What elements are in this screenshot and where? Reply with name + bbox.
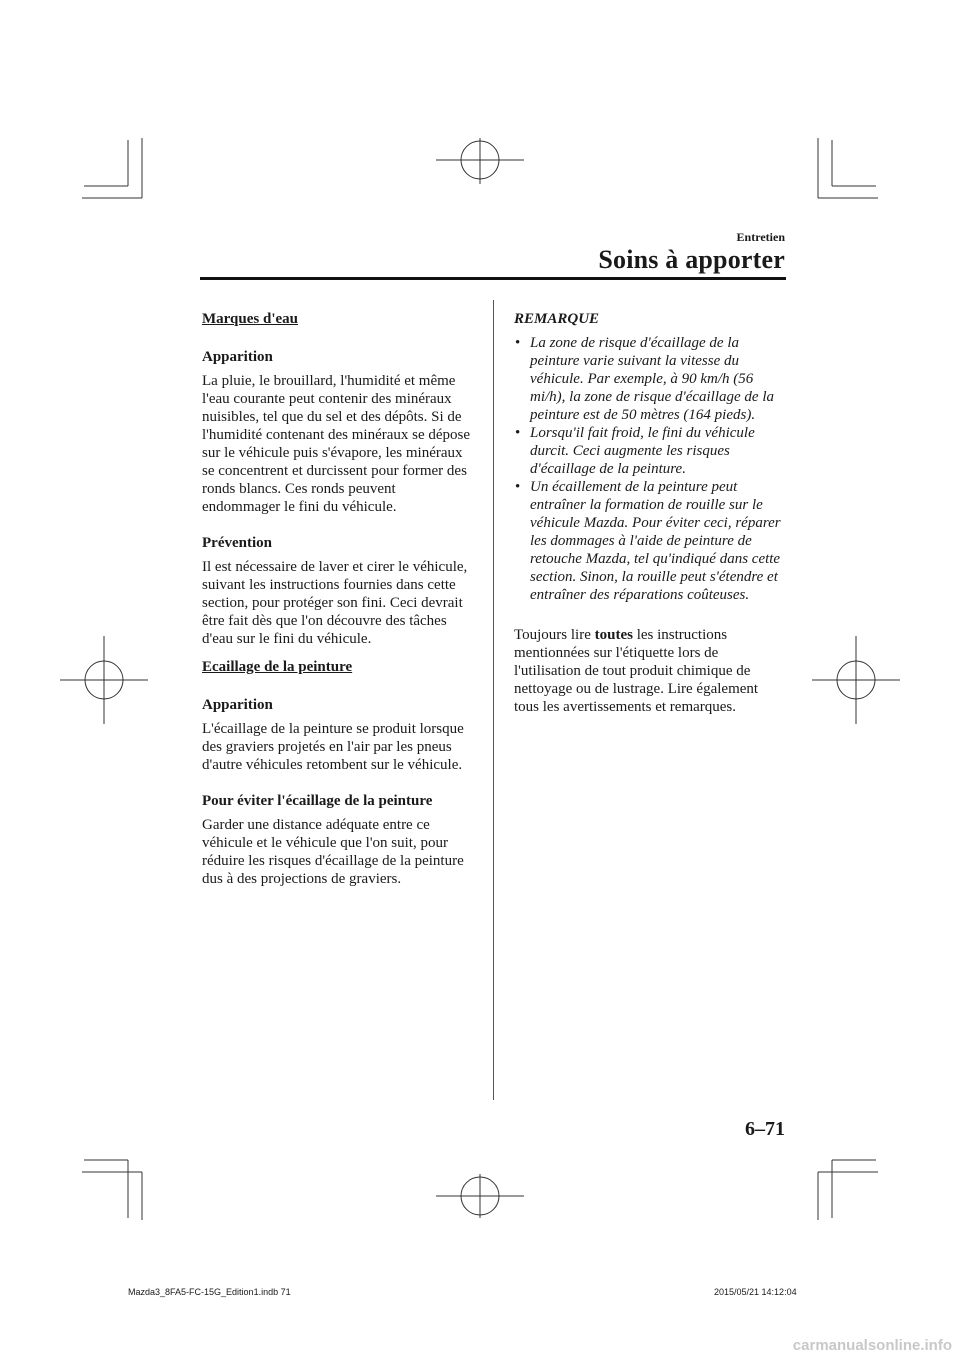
right-column: [514, 310, 784, 734]
note-list: [514, 334, 784, 604]
subtitle-water-marks-appearance: Apparition: [202, 349, 273, 365]
column-divider: [493, 300, 494, 1100]
final-instructions: [514, 626, 784, 716]
water-marks-prevention-text: Il est nécessaire de laver et cirer le véhicule, suivant les instructions fournies dans cette section, pour protéger son fini. Ceci devrait être fait dès que l'on découvre des tâches d'eau sur le fini du véhicule.: [202, 559, 468, 647]
bullet-icon: •: [515, 479, 521, 495]
final-text-emphasis: toutes: [594, 627, 633, 643]
page-title: Soins à apporter: [598, 245, 785, 274]
subtitle-water-marks-prevention: Prévention: [202, 535, 272, 551]
final-text-end: les instructions mentionnées sur l'étiquette lors de l'utilisation de tout produit chimique de nettoyage ou de lustrage. Lire également tous les avertissements et remarques.: [514, 627, 759, 715]
bullet-icon: •: [515, 335, 521, 351]
note-text: Un écaillement de la peinture peut entraîner la formation de rouille sur le véhicule Mazda. Pour éviter ceci, réparer les dommages à l'aide de peinture de retouche Mazda, tel qu'indiqué dans cette section. Sinon, la rouille peut s'étendre et entraîner des réparations coûteuses.: [530, 479, 781, 603]
subtitle-paint-chipping-prevention: Pour éviter l'écaillage de la peinture: [202, 793, 433, 809]
note-item: [514, 424, 784, 478]
subtitle-paint-chipping-appearance: Apparition: [202, 697, 273, 713]
section-title-water-marks: Marques d'eau: [202, 311, 298, 327]
watermark: carmanualsonline.info: [792, 1337, 952, 1354]
final-text-start: Toujours lire: [514, 627, 595, 643]
left-column: [202, 310, 472, 906]
footer-filename: Mazda3_8FA5-FC-15G_Edition1.indb 71: [128, 1287, 291, 1297]
header-rule: [200, 277, 786, 280]
header-section: Entretien: [736, 230, 785, 244]
note-text: La zone de risque d'écaillage de la peinture varie suivant la vitesse du véhicule. Par exemple, à 90 km/h (56 mi/h), la zone de risque d'écaillage de la peinture est de 50 mètres (164 pieds).: [530, 335, 774, 423]
section-title-paint-chipping: Ecaillage de la peinture: [202, 659, 353, 675]
note-title: REMARQUE: [514, 311, 600, 327]
page-number: 6–71: [745, 1118, 785, 1140]
note-item: [514, 334, 784, 424]
paint-chipping-appearance-text: L'écaillage de la peinture se produit lorsque des graviers projetés en l'air par les pneus d'autre véhicules retombent sur le véhicule.: [202, 721, 464, 773]
note-item: [514, 478, 784, 604]
paint-chipping-prevention-text: Garder une distance adéquate entre ce véhicule et le véhicule que l'on suit, pour réduire les risques d'écaillage de la peinture dus à des projections de graviers.: [202, 817, 464, 887]
footer-date: 2015/05/21 14:12:04: [714, 1287, 797, 1297]
bullet-icon: •: [515, 425, 521, 441]
note-text: Lorsqu'il fait froid, le fini du véhicule durcit. Ceci augmente les risques d'écaillage de la peinture.: [530, 425, 755, 477]
water-marks-appearance-text: La pluie, le brouillard, l'humidité et même l'eau courante peut contenir des minéraux nuisibles, tel que du sel et des dépôts. Si de l'humidité contenant des minéraux se dépose sur le véhicule puis s'évapore, les minéraux se concentrent et durcissent pour former des ronds blancs. Ces ronds peuvent endommager le fini du véhicule.: [202, 373, 471, 515]
